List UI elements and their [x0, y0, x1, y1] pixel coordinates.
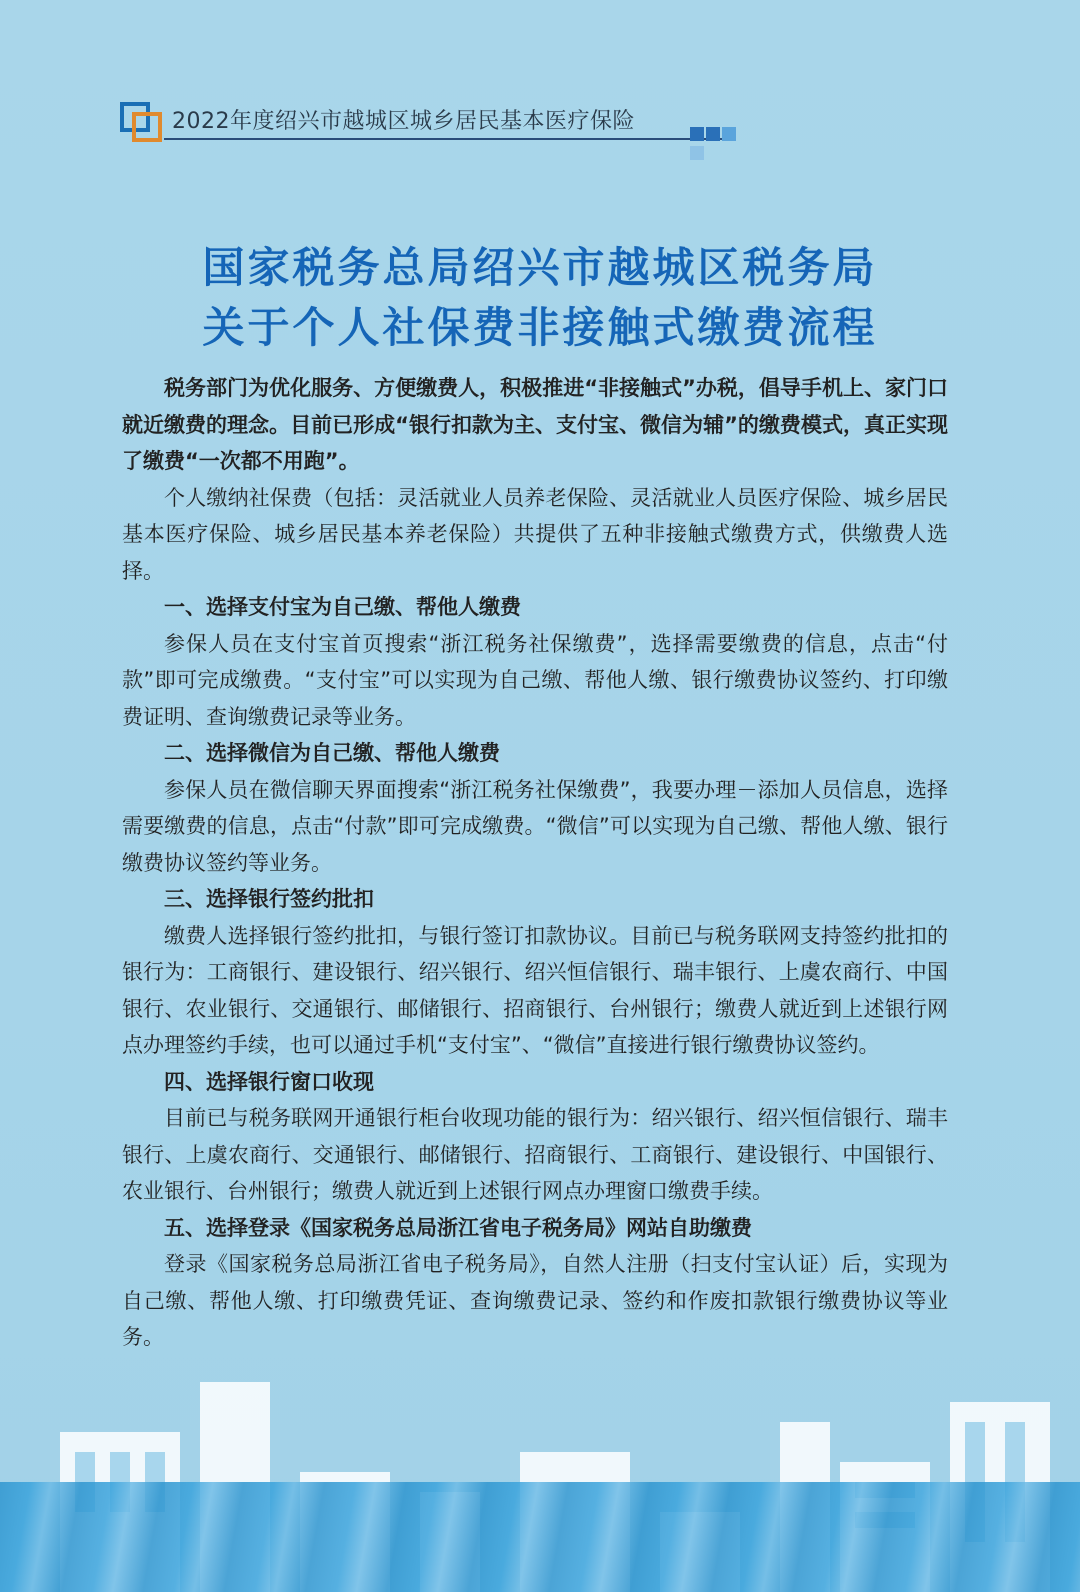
section-body-wechat: 参保人员在微信聊天界面搜索“浙江税务社保缴费”，我要办理－添加人员信息，选择需要缴费的信息，点击“付款”即可完成缴费。“微信”可以实现为自己缴、帮他人缴、银行缴费协议签约等业务。 [122, 777, 948, 875]
section-body-alipay: 参保人员在支付宝首页搜索“浙江税务社保缴费”，选择需要缴费的信息，点击“付款”即可完成缴费。“支付宝”可以实现为自己缴、帮他人缴、银行缴费协议签约、打印缴费证明、查询缴费记录等业务。 [122, 631, 948, 729]
header-divider [164, 138, 724, 140]
water-decoration [0, 1482, 1080, 1592]
section-heading-bank-counter: 四、选择银行窗口收现 [164, 1069, 374, 1094]
section-heading-etax: 五、选择登录《国家税务总局浙江省电子税务局》网站自助缴费 [164, 1215, 752, 1240]
section-heading-wechat: 二、选择微信为自己缴、帮他人缴费 [164, 741, 500, 765]
intro-paragraph-2: 个人缴纳社保费（包括：灵活就业人员养老保险、灵活就业人员医疗保险、城乡居民基本医疗保险、城乡居民基本养老保险）共提供了五种非接触式缴费方式，供缴费人选择。 [122, 485, 948, 583]
header-decor-blocks [690, 126, 750, 164]
section-body-etax: 登录《国家税务总局浙江省电子税务局》，自然人注册（扫支付宝认证）后，实现为自己缴、帮他人缴、打印缴费凭证、查询缴费记录、签约和作废扣款银行缴费协议等业务。 [122, 1252, 948, 1349]
intro-paragraph-1: 税务部门为优化服务、方便缴费人，积极推进“非接触式”办税，倡导手机上、家门口就近缴费的理念。目前已形成“银行扣款为主、支付宝、微信为辅”的缴费模式，真正实现了缴费“一次都不用跑”。 [122, 376, 948, 473]
document-body [122, 370, 948, 1356]
page-title-line2: 关于个人社保费非接触式缴费流程 [202, 303, 878, 352]
section-body-bank-counter: 目前已与税务联网开通银行柜台收现功能的银行为：绍兴银行、绍兴恒信银行、瑞丰银行、上虞农商行、交通银行、邮储银行、招商银行、工商银行、建设银行、中国银行、农业银行、台州银行；缴费人就近到上述银行网点办理窗口缴费手续。 [122, 1106, 948, 1203]
section-body-bank-debit: 缴费人选择银行签约批扣，与银行签订扣款协议。目前已与税务联网支持签约批扣的银行为：工商银行、建设银行、绍兴银行、绍兴恒信银行、瑞丰银行、上虞农商行、中国银行、农业银行、交通银行、邮储银行、招商银行、台州银行；缴费人就近到上述银行网点办理签约手续，也可以通过手机“支付宝”、“微信”直接进行银行缴费协议签约。 [122, 923, 948, 1057]
section-heading-alipay: 一、选择支付宝为自己缴、帮他人缴费 [164, 595, 521, 619]
section-heading-bank-debit: 三、选择银行签约批扣 [164, 887, 374, 911]
header [120, 98, 750, 148]
city-skyline-illustration [0, 1342, 1080, 1592]
page-title-line1: 国家税务总局绍兴市越城区税务局 [202, 243, 878, 292]
logo-square-orange [132, 112, 162, 142]
header-title: 2022年度绍兴市越城区城乡居民基本医疗保险 [172, 109, 635, 134]
